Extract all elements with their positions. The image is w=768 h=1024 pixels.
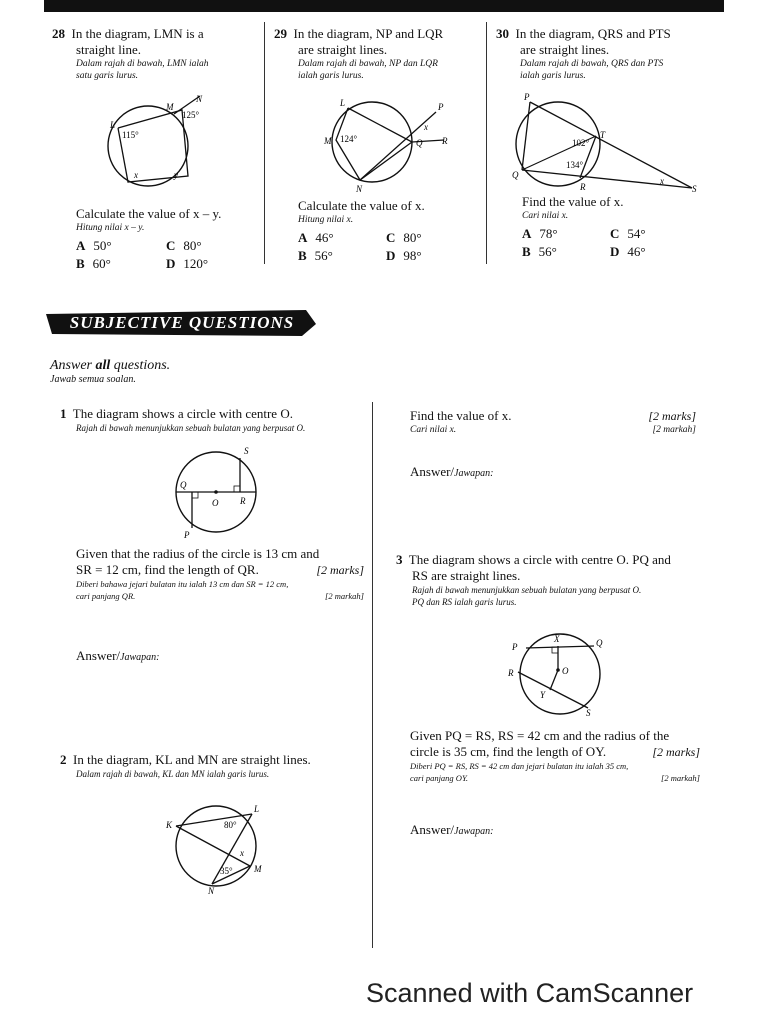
s1-answer-label: Answer/Jawapan: <box>76 648 160 663</box>
point-label: Q <box>512 170 519 180</box>
question-1 <box>60 406 365 434</box>
column-divider <box>486 22 487 264</box>
question-text-malay: Dalam rajah di bawah, KL dan MN ialah garis lurus. <box>76 769 270 779</box>
given-text: Given that the radius of the circle is 13 cm and <box>76 546 320 561</box>
s1-given <box>76 546 364 602</box>
given-text: Given PQ = RS, RS = 42 cm and the radius of the <box>410 728 670 743</box>
option-c[interactable]: C 54° <box>610 226 646 241</box>
marks-label: [2 marks] <box>652 745 700 759</box>
question-text: The diagram shows a circle with centre O. PQ and <box>408 552 671 567</box>
option-b[interactable]: B 60° <box>76 256 111 271</box>
s3-given <box>410 728 700 784</box>
find-text-malay: Cari nilai x. <box>410 425 457 435</box>
angle-label: 124° <box>340 134 358 144</box>
q29-options <box>298 230 478 264</box>
q29-diagram <box>318 96 458 196</box>
option-a[interactable]: A 78° <box>522 226 558 241</box>
angle-label: 134° <box>566 160 584 170</box>
marks-label-malay: [2 markah] <box>661 773 700 783</box>
question-number: 1 <box>60 406 67 421</box>
question-text: straight line. <box>76 42 141 57</box>
point-label: P <box>438 102 444 112</box>
question-number: 29 <box>274 26 287 41</box>
q28-diagram <box>100 92 220 202</box>
question-text-malay: Rajah di bawah menunjukkan sebuah bulatan yang berpusat O. <box>412 585 642 595</box>
point-label: L <box>340 98 346 108</box>
point-label: S <box>586 708 591 718</box>
given-text: circle is 35 cm, find the length of OY. <box>410 744 607 759</box>
question-28 <box>52 26 257 82</box>
question-text-malay: Dalam rajah di bawah, NP dan LQR <box>298 59 438 69</box>
angle-label: y <box>174 170 178 180</box>
question-text-malay: satu garis lurus. <box>76 71 139 81</box>
angle-label: x <box>424 122 428 132</box>
point-label: R <box>442 136 448 146</box>
given-text-malay: cari panjang QR. <box>76 591 136 601</box>
s3-diagram <box>506 628 610 720</box>
given-text-malay: Diberi PQ = RS, RS = 42 cm dan jejari bulatan itu ialah 35 cm, <box>410 761 629 771</box>
instructions: Answer all questions. Jawab semua soalan. <box>50 358 171 385</box>
point-label: R <box>508 668 514 678</box>
given-text: SR = 12 cm, find the length of QR. <box>76 562 259 577</box>
angle-label: x <box>660 176 664 186</box>
given-text-malay: Diberi bahawa jejari bulatan itu ialah 13 cm dan SR = 12 cm, <box>76 579 289 589</box>
question-text-malay: PQ dan RS ialah garis lurus. <box>412 597 517 607</box>
point-label: L <box>110 120 116 130</box>
q28-prompt <box>76 206 261 234</box>
point-label: O <box>562 666 569 676</box>
q30-options <box>522 226 702 260</box>
s2-diagram <box>164 800 274 896</box>
s1-diagram <box>170 444 276 544</box>
point-label: N <box>208 886 215 896</box>
question-29 <box>274 26 479 82</box>
s2-find <box>410 408 696 436</box>
point-label: R <box>240 496 246 506</box>
option-b[interactable]: B 56° <box>298 248 333 263</box>
point-label: Q <box>180 480 187 490</box>
q30-prompt <box>522 194 707 222</box>
point-label: X <box>554 634 560 644</box>
point-label: L <box>254 804 260 814</box>
option-d[interactable]: D 120° <box>166 256 209 271</box>
point-label: K <box>166 820 173 830</box>
point-label: N <box>196 94 203 104</box>
prompt-text: Calculate the value of x. <box>298 198 425 213</box>
point-label: M <box>166 102 174 112</box>
question-number: 2 <box>60 752 67 767</box>
marks-label: [2 marks] <box>648 409 696 423</box>
marks-label: [2 marks] <box>316 563 364 577</box>
angle-label: 115° <box>122 130 139 140</box>
marks-label-malay: [2 markah] <box>652 425 696 435</box>
question-3 <box>396 552 702 608</box>
point-label: P <box>524 92 530 102</box>
q29-prompt <box>298 198 483 226</box>
point-label: P <box>512 642 518 652</box>
question-number: 3 <box>396 552 403 567</box>
option-a[interactable]: A 46° <box>298 230 334 245</box>
banner-title: SUBJECTIVE QUESTIONS <box>69 313 295 332</box>
angle-label: x <box>240 848 244 858</box>
option-c[interactable]: C 80° <box>386 230 422 245</box>
option-d[interactable]: D 98° <box>386 248 422 263</box>
question-text-malay: Rajah di bawah menunjukkan sebuah bulatan yang berpusat O. <box>76 423 306 433</box>
point-label: Y <box>540 690 546 700</box>
angle-label: 80° <box>224 820 237 830</box>
option-c[interactable]: C 80° <box>166 238 202 253</box>
point-label: O <box>212 498 219 508</box>
prompt-text-malay: Hitung nilai x. <box>298 215 354 225</box>
question-text-malay: ialah garis lurus. <box>298 71 364 81</box>
option-d[interactable]: D 46° <box>610 244 646 259</box>
angle-label: 102° <box>572 138 590 148</box>
given-text-malay: cari panjang OY. <box>410 773 469 783</box>
question-30 <box>496 26 706 82</box>
question-text-malay: Dalam rajah di bawah, LMN ialah <box>76 59 209 69</box>
point-label: M <box>254 864 262 874</box>
question-text: are straight lines. <box>520 42 610 57</box>
option-a[interactable]: A 50° <box>76 238 112 253</box>
question-text: RS are straight lines. <box>412 568 521 583</box>
prompt-text-malay: Cari nilai x. <box>522 211 569 221</box>
q30-diagram <box>508 92 704 196</box>
s2-answer-label: Answer/Jawapan: <box>410 464 494 479</box>
find-text: Find the value of x. <box>410 408 512 423</box>
angle-label: 35° <box>220 866 233 876</box>
s3-answer-label: Answer/Jawapan: <box>410 822 494 837</box>
angle-label: 125° <box>182 110 200 120</box>
column-divider <box>372 402 373 948</box>
prompt-text: Find the value of x. <box>522 194 624 209</box>
point-label: T <box>600 130 606 140</box>
question-text-malay: ialah garis lurus. <box>520 71 586 81</box>
point-label: P <box>184 530 190 540</box>
top-black-bar <box>44 0 724 12</box>
question-text-malay: Dalam rajah di bawah, QRS dan PTS <box>520 59 664 69</box>
angle-label: x <box>134 170 138 180</box>
option-b[interactable]: B 56° <box>522 244 557 259</box>
point-label: N <box>356 184 363 194</box>
point-label: R <box>580 182 586 192</box>
question-text: In the diagram, NP and LQR <box>293 26 444 41</box>
point-label: Q <box>416 138 423 148</box>
question-number: 30 <box>496 26 509 41</box>
question-2 <box>60 752 370 780</box>
q28-options <box>76 238 256 272</box>
point-label: S <box>244 446 249 456</box>
prompt-text-malay: Hitung nilai x – y. <box>76 223 145 233</box>
subjective-questions-banner <box>44 306 318 338</box>
column-divider <box>264 22 265 264</box>
question-text: In the diagram, LMN is a <box>71 26 204 41</box>
question-text: are straight lines. <box>298 42 388 57</box>
instructions-malay: Jawab semua soalan. <box>50 374 136 385</box>
question-text: The diagram shows a circle with centre O. <box>72 406 293 421</box>
point-label: S <box>692 184 697 194</box>
marks-label-malay: [2 markah] <box>325 591 364 601</box>
question-text: In the diagram, KL and MN are straight lines. <box>73 752 311 767</box>
prompt-text: Calculate the value of x – y. <box>76 206 222 221</box>
point-label: Q <box>596 638 603 648</box>
question-text: In the diagram, QRS and PTS <box>515 26 671 41</box>
scanner-watermark: Scanned with CamScanner <box>366 978 694 1008</box>
point-label: M <box>324 136 332 146</box>
question-number: 28 <box>52 26 65 41</box>
